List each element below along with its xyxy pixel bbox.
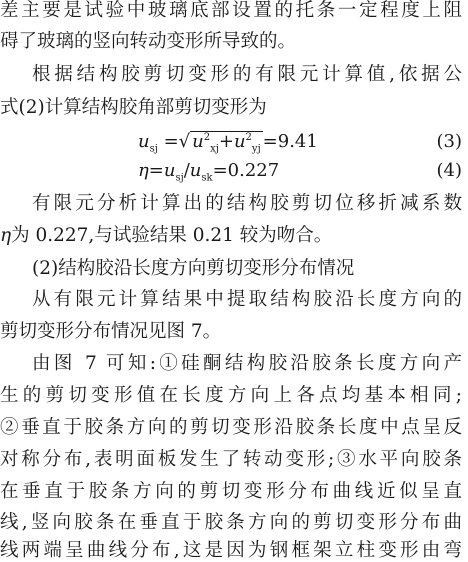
eq3-u-y-sub: yj (251, 143, 261, 155)
eq3-equals: = (163, 131, 179, 152)
text-line-2: 碍了玻璃的竖向转动变形所导致的。 (0, 31, 297, 52)
text-line-15: 线,竖向胶条在垂直于胶条方向的剪切变形分布曲 (0, 512, 462, 533)
text-line-6 (0, 225, 332, 247)
eq4-eta: η (138, 160, 149, 181)
text-line-4: 式(2)计算结构胶角部剪切变形为 (0, 97, 267, 118)
eq3-plus: + (218, 131, 234, 152)
eta-symbol: η (0, 225, 12, 246)
eq3-lhs-sub: sj (149, 143, 158, 155)
text-line-10: 由图 7 可知:①硅酮结构胶沿胶条长度方向产 (32, 353, 462, 374)
text-line-6-rest: 为 0.227,与试验结果 0.21 较为吻合。 (11, 225, 333, 246)
eq4-result: =0.227 (212, 160, 280, 181)
sqrt-radicand (190, 131, 263, 155)
eq3-u-x-sub: xj (210, 143, 219, 155)
text-line-3: 根据结构胶剪切变形的有限元计算值,依据公 (32, 64, 462, 85)
text-line-5: 有限元分析计算出的结构胶剪切位移折减系数 (32, 193, 462, 214)
eq4-equals: = (148, 160, 164, 181)
text-line-1: 差主要是试验中玻璃底部设置的托条一定程度上阻 (0, 0, 462, 21)
equation-3 (138, 131, 318, 153)
equation-4-number: (4) (436, 160, 462, 181)
eq4-u-sk: u (189, 160, 202, 181)
eq3-u-y-sup: 2 (245, 132, 252, 143)
eq3-lhs: u (138, 131, 150, 152)
section-heading: (2)结构胶沿长度方向剪切变形分布情况 (32, 258, 355, 279)
text-line-14: 在垂直于胶条方向的剪切变形分布曲线近似呈直 (0, 481, 462, 502)
text-line-11: 生的剪切变形值在长度方向上各点均基本相同; (0, 385, 462, 406)
eq4-u-sj-sub: sj (175, 172, 184, 184)
eq3-u-x: u (192, 131, 204, 152)
eq3-u-y: u (233, 131, 246, 152)
text-line-9: 剪切变形分布情况见图 7。 (0, 321, 222, 342)
sqrt-symbol: √ (178, 131, 191, 152)
eq3-u-x-sup: 2 (203, 132, 211, 143)
equation-4 (138, 160, 279, 182)
text-line-12: ②垂直于胶条方向的剪切变形沿胶条长度中点呈反 (0, 417, 462, 438)
equation-3-number: (3) (436, 131, 462, 152)
text-line-13: 对称分布,表明面板发生了转动变形;③水平向胶条 (0, 449, 462, 470)
text-line-16: 线两端呈曲线分布,这是因为钢框架立柱变形由弯 (0, 540, 462, 561)
text-line-8: 从有限元计算结果中提取结构胶沿长度方向的 (32, 289, 462, 310)
eq4-slash: / (183, 160, 190, 181)
eq4-u-sk-sub: sk (201, 172, 213, 184)
eq3-result: =9.41 (262, 131, 318, 152)
eq4-u-sj: u (163, 160, 176, 181)
